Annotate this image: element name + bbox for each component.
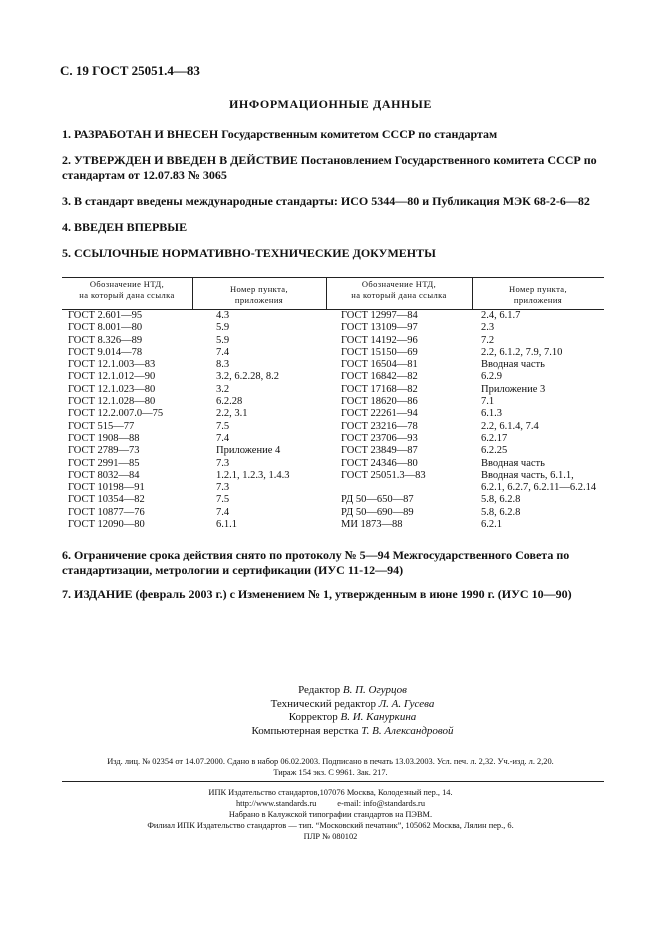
table-cell: 6.1.3 (481, 408, 502, 420)
table-top-rule (62, 277, 604, 278)
section-6 (62, 548, 622, 578)
header-line: на который дана ссылка (351, 289, 447, 300)
table-cell: ГОСТ 18620—86 (341, 396, 418, 408)
section-number: 2. (62, 153, 71, 167)
table-cell: ГОСТ 13109—97 (341, 322, 418, 334)
credit-person: Л. А. Гусева (378, 697, 435, 710)
table-cell: ГОСТ 12.1.023—80 (68, 383, 156, 395)
table-cell: ГОСТ 25051.3—83 (341, 469, 426, 481)
table-cell: ГОСТ 10198—91 (68, 482, 145, 494)
table-cell: ГОСТ 15150—69 (341, 346, 418, 358)
section-text: ССЫЛОЧНЫЕ НОРМАТИВНО-ТЕХНИЧЕСКИЕ ДОКУМЕНТЫ (74, 246, 436, 260)
header-line: Обозначение НТД, (89, 279, 165, 289)
section-number: 1. (62, 127, 71, 141)
header-item-left (192, 284, 326, 305)
section-3 (62, 194, 622, 209)
imprint-line: http://www.standards.ru e-mail: info@standards.ru (235, 799, 426, 808)
header-line: приложения (513, 294, 563, 305)
table-cell: ГОСТ 23706—93 (341, 432, 418, 444)
section-1 (62, 127, 622, 142)
table-cell: 6.2.17 (481, 432, 508, 444)
table-cell: ГОСТ 22261—94 (341, 408, 418, 420)
section-text: УТВЕРЖДЕН И ВВЕДЕН В ДЕЙСТВИЕ Постановлением Государственного комитета СССР по стандартам от 12.07.83 № 3065 (62, 153, 597, 182)
table-cell: 2.2, 6.1.4, 7.4 (481, 420, 539, 432)
header-line: на который дана ссылка (79, 289, 175, 300)
table-cell: 6.1.1 (216, 519, 237, 531)
table-cell: 7.1 (481, 396, 495, 408)
table-cell: 6.2.1, 6.2.7, 6.2.11—6.2.14 (481, 482, 597, 494)
table-cell: 6.2.28 (216, 396, 243, 408)
table-cell: 7.2 (481, 334, 495, 346)
column-left-docs (68, 310, 163, 531)
table-cell: ГОСТ 23849—87 (341, 445, 418, 457)
table-cell: 5.9 (216, 334, 230, 346)
header-doc-right (326, 279, 472, 300)
imprint-line: Изд. лиц. № 02354 от 14.07.2000. Сдано в набор 06.02.2003. Подписано в печать 13.03.2003. Усл. печ. л. 2,32. Уч.-изд. л. 2,20. (107, 757, 554, 766)
table-cell: 5.8, 6.2.8 (481, 506, 521, 518)
credit-label: Технический редактор (270, 697, 376, 710)
credit-label: Корректор (288, 711, 338, 723)
table-cell: 2.2, 3.1 (216, 408, 248, 420)
table-cell: ГОСТ 12997—84 (341, 310, 418, 321)
table-cell: 2.3 (481, 322, 495, 334)
credit-label: Компьютерная верстка (251, 724, 359, 737)
page-header: С. 19 ГОСТ 25051.4—83 (60, 63, 200, 78)
section-text: ИЗДАНИЕ (февраль 2003 г.) с Изменением № 1, утвержденным в июне 1990 г. (ИУС 10—90) (74, 587, 572, 601)
table-cell: 2.2, 6.1.2, 7.9, 7.10 (481, 346, 563, 358)
section-text: ВВЕДЕН ВПЕРВЫЕ (74, 220, 188, 234)
table-cell: ГОСТ 16504—81 (341, 359, 418, 371)
table-cell: ГОСТ 12090—80 (68, 519, 145, 531)
credit-layout (230, 725, 475, 739)
imprint-line: ПЛР № 080102 (303, 832, 358, 841)
table-cell: ГОСТ 8.001—80 (68, 322, 143, 334)
table-cell: МИ 1873—88 (341, 519, 403, 531)
table-cell: 6.2.1 (481, 519, 502, 531)
table-cell: 3.2 (216, 383, 230, 395)
credit-person: В. И. Кануркина (340, 711, 417, 723)
table-cell: 7.3 (216, 457, 230, 469)
table-cell: ГОСТ 24346—80 (341, 457, 418, 469)
table-cell: ГОСТ 14192—96 (341, 334, 418, 346)
section-7 (62, 587, 622, 602)
table-cell: 7.4 (216, 432, 230, 444)
table-cell: ГОСТ 8.326—89 (68, 334, 143, 346)
table-cell: Вводная часть, 6.1.1, (481, 469, 574, 481)
table-cell: 7.5 (216, 494, 230, 506)
header-line: Номер пункта, (508, 284, 568, 294)
table-cell: 7.4 (216, 346, 230, 358)
column-left-items (216, 310, 290, 531)
table-cell: ГОСТ 2.601—95 (68, 310, 143, 321)
table-cell (341, 482, 426, 494)
table-cell: Вводная часть (481, 457, 545, 469)
table-cell: ГОСТ 23216—78 (341, 420, 418, 432)
table-cell: 2.4, 6.1.7 (481, 310, 521, 321)
table-cell: РД 50—690—89 (341, 506, 414, 518)
table-cell: ГОСТ 10877—76 (68, 506, 145, 518)
table-cell: ГОСТ 12.1.012—90 (68, 371, 156, 383)
section-number: 5. (62, 246, 71, 260)
table-cell: ГОСТ 12.1.003—83 (68, 359, 156, 371)
table-cell: ГОСТ 2789—73 (68, 445, 140, 457)
header-line: Обозначение НТД, (361, 279, 437, 289)
section-number: 7. (62, 587, 71, 601)
credit-person: Т. В. Александровой (361, 724, 454, 737)
imprint-line: Тираж 154 экз. С 9961. Зак. 217. (273, 768, 388, 777)
credit-corrector (230, 711, 475, 725)
section-number: 3. (62, 194, 71, 208)
section-text: Ограничение срока действия снято по протоколу № 5—94 Межгосударственного Совета по стандартизации, метрологии и сертификации (ИУС 11-12—94) (62, 548, 570, 577)
table-cell: Вводная часть (481, 359, 545, 371)
header-line: приложения (234, 294, 284, 305)
table-cell: ГОСТ 515—77 (68, 420, 135, 432)
credit-person: В. П. Огурцов (342, 684, 407, 696)
imprint-line: Набрано в Калужской типографии стандартов на ПЭВМ. (228, 810, 433, 819)
table-cell: ГОСТ 17168—82 (341, 383, 418, 395)
table-cell: ГОСТ 8032—84 (68, 469, 140, 481)
header-doc-left (62, 279, 192, 300)
imprint-divider (62, 781, 604, 782)
table-cell: Приложение 4 (216, 445, 281, 457)
table-cell: 7.5 (216, 420, 230, 432)
table-cell: 6.2.9 (481, 371, 502, 383)
header-item-right (472, 284, 604, 305)
table-cell: 7.4 (216, 506, 230, 518)
section-4 (62, 220, 622, 235)
section-number: 4. (62, 220, 71, 234)
table-cell: РД 50—650—87 (341, 494, 414, 506)
credit-label: Редактор (298, 684, 341, 696)
table-cell: 7.3 (216, 482, 230, 494)
imprint-line: Филиал ИПК Издательство стандартов — тип. “Московский печатник”, 105062 Москва, Лялин пер., 6. (147, 821, 514, 830)
table-cell: ГОСТ 9.014—78 (68, 346, 143, 358)
references-table (62, 277, 604, 531)
page-title: ИНФОРМАЦИОННЫЕ ДАННЫЕ (229, 97, 432, 111)
credit-tech-editor (230, 698, 475, 712)
table-cell: ГОСТ 2991—85 (68, 457, 140, 469)
table-cell: 5.8, 6.2.8 (481, 494, 521, 506)
table-cell: ГОСТ 12.2.007.0—75 (68, 408, 164, 420)
section-text: РАЗРАБОТАН И ВНЕСЕН Государственным комитетом СССР по стандартам (74, 127, 498, 141)
imprint-line: ИПК Издательство стандартов,107076 Москва, Колодезный пер., 14. (208, 788, 453, 797)
table-cell: 8.3 (216, 359, 230, 371)
table-cell: 5.9 (216, 322, 230, 334)
table-cell: ГОСТ 16842—82 (341, 371, 418, 383)
column-right-items (481, 310, 596, 531)
table-cell: 6.2.25 (481, 445, 508, 457)
table-cell: 1.2.1, 1.2.3, 1.4.3 (216, 469, 290, 481)
credits-block (230, 684, 475, 738)
table-cell: Приложение 3 (481, 383, 546, 395)
section-text: В стандарт введены международные стандарты: ИСО 5344—80 и Публикация МЭК 68-2-6—82 (74, 194, 590, 208)
table-cell: 4.3 (216, 310, 230, 321)
table-cell: 3.2, 6.2.28, 8.2 (216, 371, 279, 383)
table-cell: ГОСТ 12.1.028—80 (68, 396, 156, 408)
header-line: Номер пункта, (229, 284, 289, 294)
section-5 (62, 246, 622, 261)
credit-editor (230, 684, 475, 698)
section-number: 6. (62, 548, 71, 562)
table-cell: ГОСТ 10354—82 (68, 494, 145, 506)
table-cell: ГОСТ 1908—88 (68, 432, 140, 444)
column-right-docs (341, 310, 426, 531)
section-2 (62, 153, 622, 183)
